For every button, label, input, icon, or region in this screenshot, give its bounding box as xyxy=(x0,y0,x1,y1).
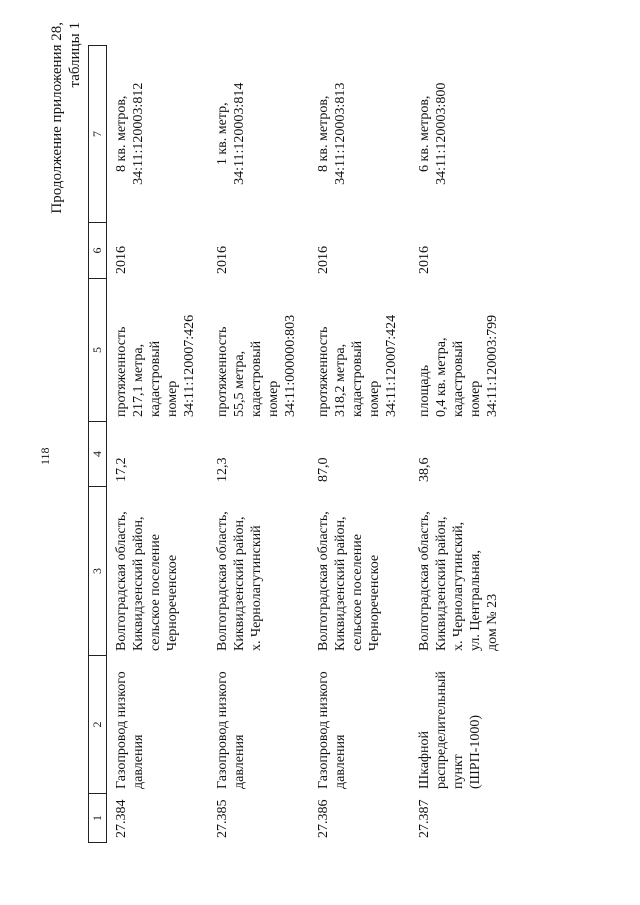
description-cell xyxy=(107,279,209,422)
column-header: 3 xyxy=(89,487,107,656)
table-row xyxy=(410,46,511,843)
address-cell xyxy=(410,487,511,656)
year-cell: 2016 xyxy=(316,246,331,274)
area-line: 34:11:120003:812 xyxy=(131,82,146,185)
address-line: дом № 23 xyxy=(485,593,500,651)
address-line: Волгоградская область, xyxy=(417,511,432,651)
object-name-line: давления xyxy=(333,734,348,789)
address-cell xyxy=(107,487,209,656)
column-header: 4 xyxy=(89,422,107,487)
address-line: Киквидзенский район, xyxy=(131,516,146,651)
row-number-cell: 27.386 xyxy=(316,799,331,838)
address-line: х. Чернолагутинский xyxy=(249,525,264,651)
value-cell: 12,3 xyxy=(215,457,230,482)
object-name-line: Газопровод низкого xyxy=(114,671,129,789)
caption-line-2: таблицы 1 xyxy=(67,22,83,88)
area-line: 8 кв. метров, xyxy=(114,95,129,172)
object-name-cell xyxy=(309,656,410,794)
table-row xyxy=(309,46,410,843)
description-line: 0,4 кв. метра, xyxy=(434,337,449,417)
description-cell xyxy=(410,279,511,422)
address-cell xyxy=(309,487,410,656)
area-line: 34:11:120003:813 xyxy=(333,82,348,185)
object-name-line: распределительный пункт xyxy=(434,671,466,789)
object-name-line: (ШРП-1000) xyxy=(468,714,483,789)
description-line: площадь xyxy=(417,365,432,417)
description-line: кадастровый xyxy=(350,340,365,417)
table-row xyxy=(208,46,309,843)
address-line: Киквидзенский район, xyxy=(434,516,449,651)
address-line: Волгоградская область, xyxy=(114,511,129,651)
area-line: 34:11:120003:814 xyxy=(232,82,247,185)
description-line: 34:11:120007:426 xyxy=(182,314,197,417)
caption-line-1: Продолжение приложения 28, xyxy=(49,22,65,214)
description-line: протяженность xyxy=(114,326,129,417)
description-line: протяженность xyxy=(215,326,230,417)
description-line: протяженность xyxy=(316,326,331,417)
value-cell: 38,6 xyxy=(417,457,432,482)
description-line: 55,5 метра, xyxy=(232,350,247,417)
column-header: 7 xyxy=(89,46,107,223)
area-cell xyxy=(107,46,209,223)
address-line: Волгоградская область, xyxy=(316,511,331,651)
column-number-header xyxy=(89,46,107,843)
area-line: 34:11:120003:800 xyxy=(434,82,449,185)
year-cell: 2016 xyxy=(114,246,129,274)
row-number-cell: 27.385 xyxy=(215,799,230,838)
column-header: 5 xyxy=(89,279,107,422)
description-line: 34:11:120007:424 xyxy=(384,314,399,417)
address-line: Волгоградская область, xyxy=(215,511,230,651)
description-line: кадастровый xyxy=(451,340,466,417)
year-cell: 2016 xyxy=(417,246,432,274)
area-cell xyxy=(410,46,511,223)
row-number-cell: 27.384 xyxy=(114,799,129,838)
description-line: номер xyxy=(266,380,281,417)
description-cell xyxy=(309,279,410,422)
description-cell xyxy=(208,279,309,422)
page-number: 118 xyxy=(38,447,52,465)
address-line: ул. Центральная, xyxy=(468,550,483,651)
object-name-line: Шкафной xyxy=(417,731,432,789)
property-table xyxy=(88,45,511,843)
description-line: 34:11:000000:803 xyxy=(283,314,298,417)
year-cell: 2016 xyxy=(215,246,230,274)
address-line: Чернореченское xyxy=(367,554,382,651)
address-line: Киквидзенский район, xyxy=(333,516,348,651)
column-header: 2 xyxy=(89,656,107,794)
column-header: 1 xyxy=(89,794,107,843)
description-line: номер xyxy=(165,380,180,417)
object-name-line: Газопровод низкого xyxy=(215,671,230,789)
area-line: 1 кв. метр, xyxy=(215,102,230,166)
row-number-cell: 27.387 xyxy=(417,799,432,838)
object-name-cell xyxy=(208,656,309,794)
table-row xyxy=(107,46,209,843)
object-name-line: Газопровод низкого xyxy=(316,671,331,789)
address-line: Киквидзенский район, xyxy=(232,516,247,651)
object-name-cell xyxy=(107,656,209,794)
table-body xyxy=(107,46,512,843)
object-name-cell xyxy=(410,656,511,794)
description-line: 217,1 метра, xyxy=(131,343,146,417)
table-caption xyxy=(48,22,84,252)
description-line: 34:11:120003:799 xyxy=(485,314,500,417)
address-line: сельское поселение xyxy=(148,534,163,651)
address-line: Чернореченское xyxy=(165,554,180,651)
object-name-line: давления xyxy=(131,734,146,789)
description-line: кадастровый xyxy=(148,340,163,417)
column-header: 6 xyxy=(89,223,107,279)
area-cell xyxy=(309,46,410,223)
address-line: сельское поселение xyxy=(350,534,365,651)
address-cell xyxy=(208,487,309,656)
object-name-line: давления xyxy=(232,734,247,789)
description-line: 318,2 метра, xyxy=(333,343,348,417)
address-line: х. Чернолагутинский, xyxy=(451,521,466,651)
value-cell: 17,2 xyxy=(114,457,129,482)
value-cell: 87,0 xyxy=(316,457,331,482)
description-line: кадастровый xyxy=(249,340,264,417)
area-cell xyxy=(208,46,309,223)
description-line: номер xyxy=(367,380,382,417)
area-line: 6 кв. метров, xyxy=(417,95,432,172)
description-line: номер xyxy=(468,380,483,417)
area-line: 8 кв. метров, xyxy=(316,95,331,172)
